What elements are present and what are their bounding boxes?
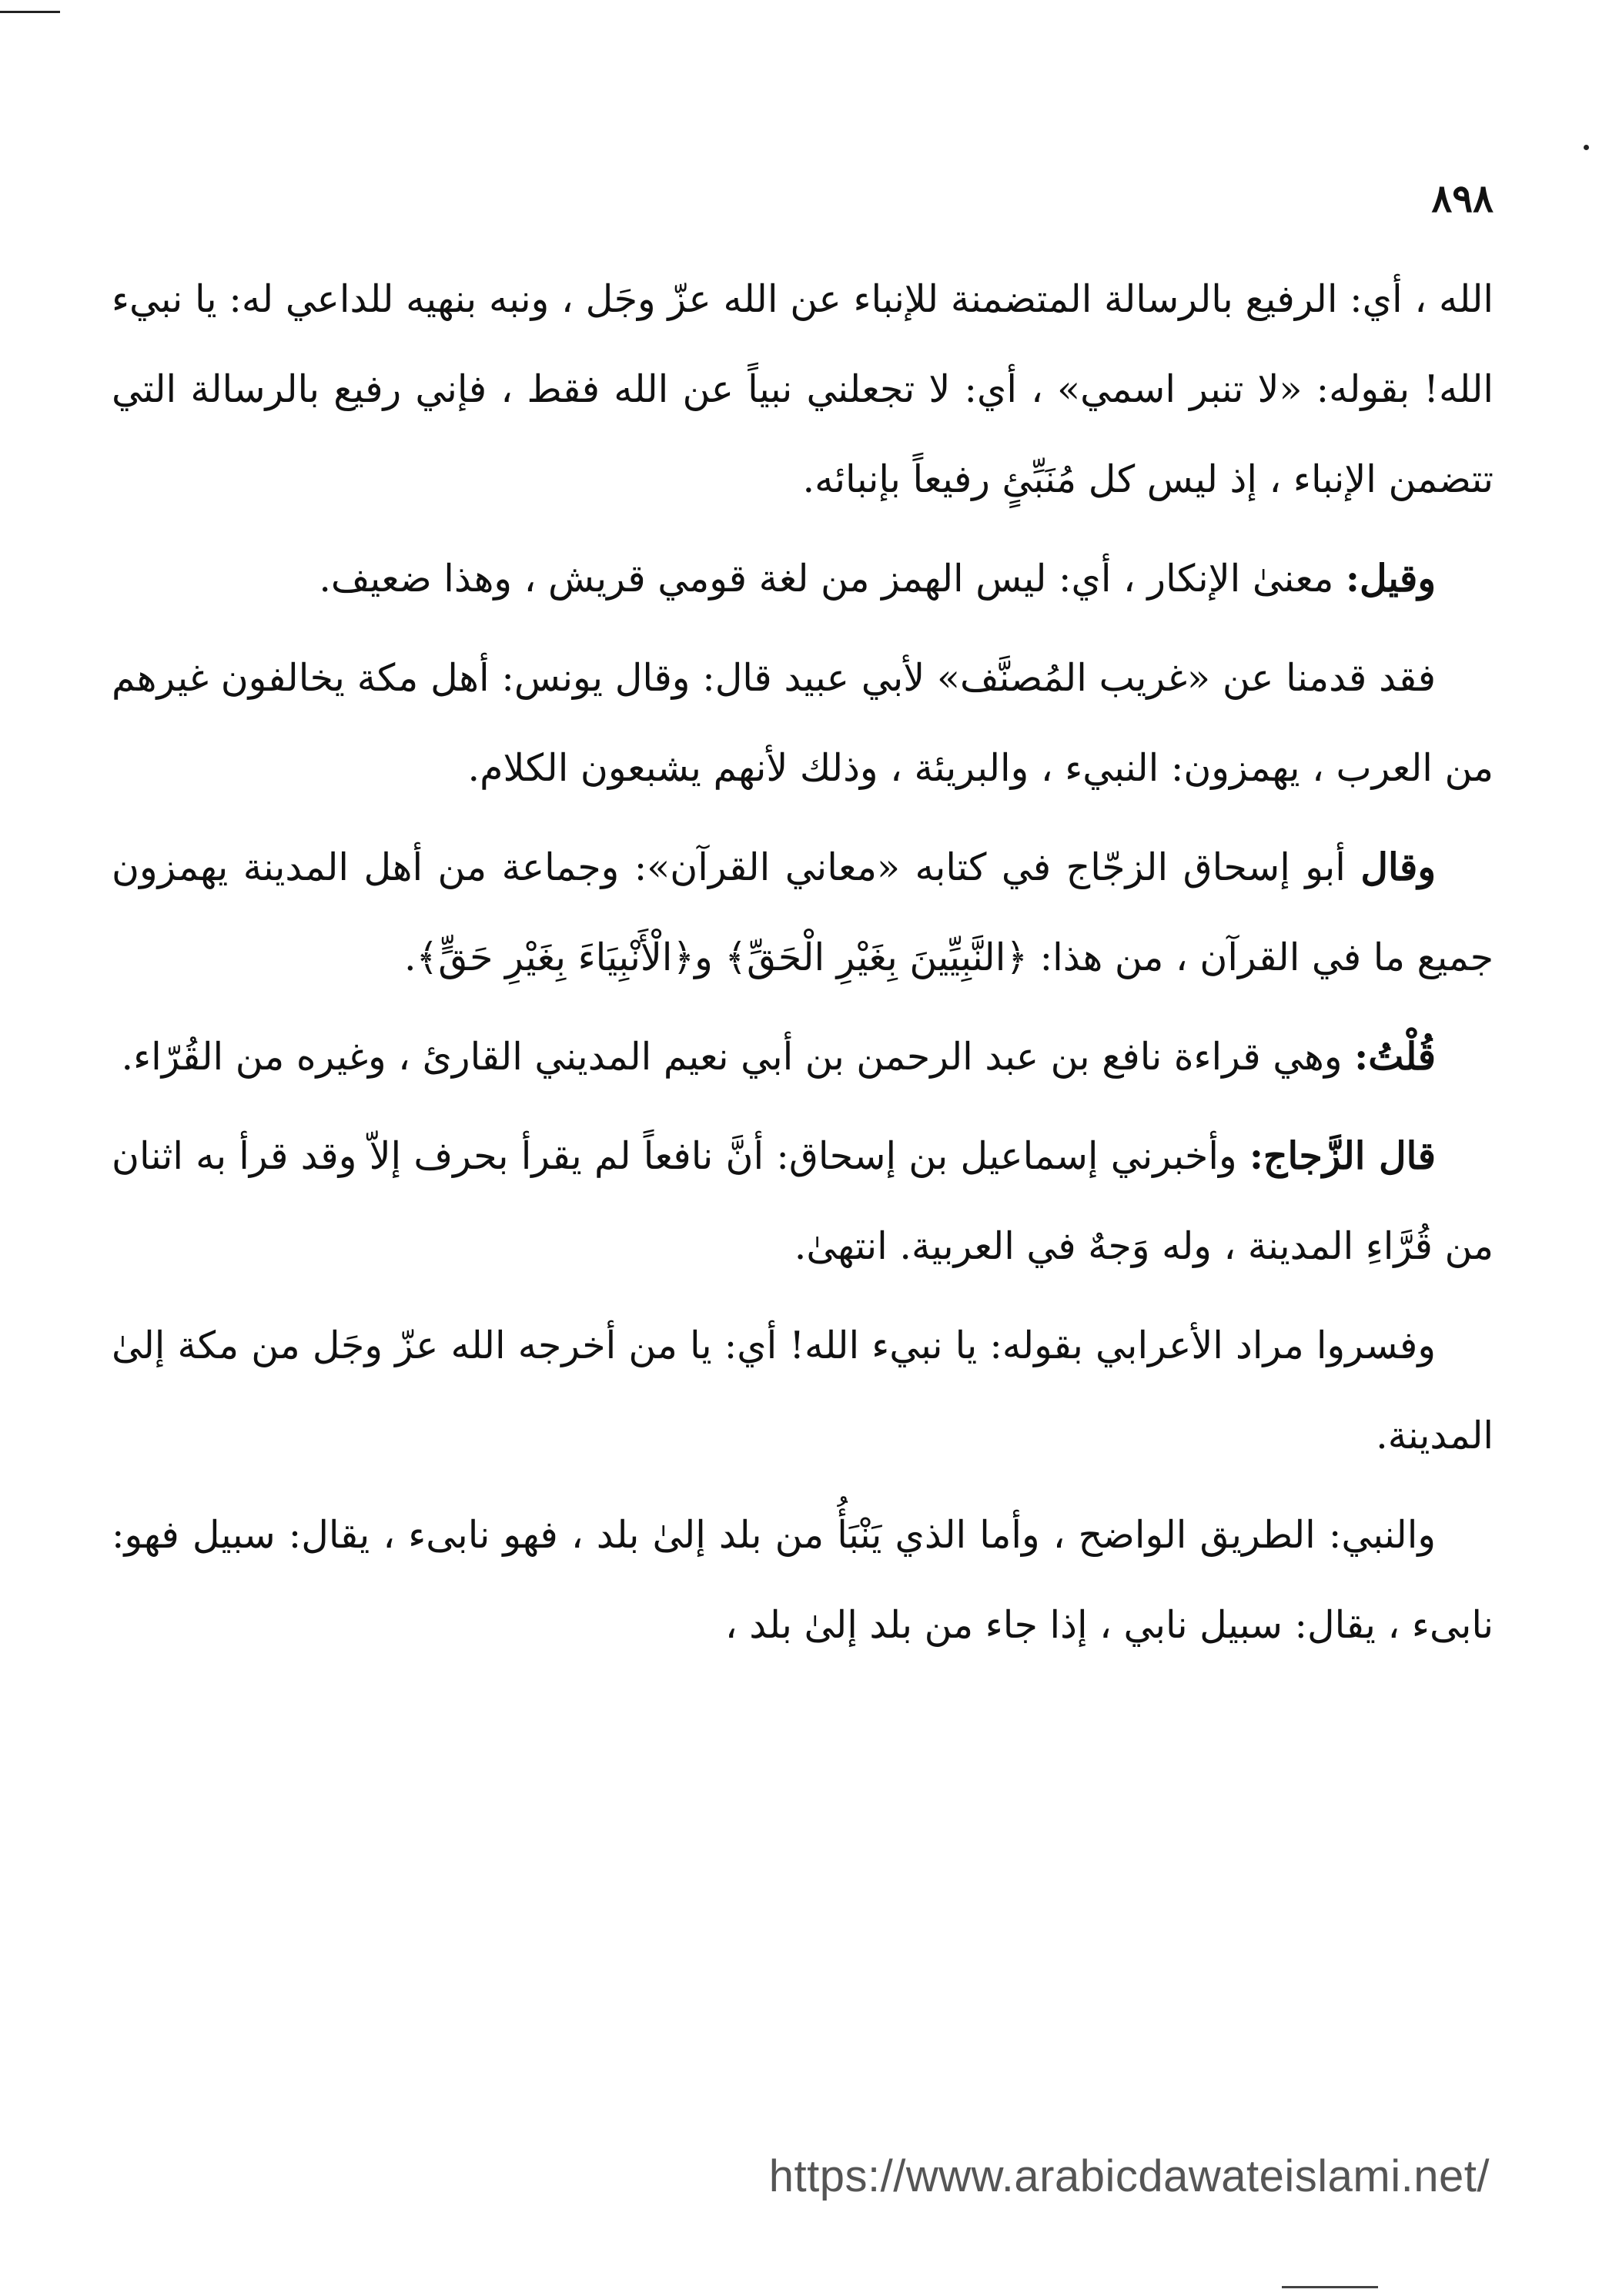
body-text [112,254,1494,1679]
scan-speck [1584,145,1589,150]
paragraph-5 [112,1012,1494,1102]
paragraph-4-text: أبو إسحاق الزجّاج في كتابه «معاني القرآن»: وجماعة من أهل المدينة يهمزون جميع ما في القرآن ، من هذا: ﴿النَّبِيِّينَ بِغَيْرِ الْحَقِّ﴾ و﴿الْأَنْبِيَاءَ بِغَيْرِ حَقٍّ﴾. [112,845,1494,979]
paragraph-6-text: وأخبرني إسماعيل بن إسحاق: أنَّ نافعاً لم يقرأ بحرف إلاّ وقد قرأ به اثنان من قُرَّاءِ المدينة ، وله وَجهٌ في العربية. انتهىٰ. [112,1134,1494,1268]
paragraph-1-text: الله ، أي: الرفيع بالرسالة المتضمنة للإنباء عن الله عزّ وجَل ، ونبه بنهيه للداعي له: يا نبيء الله! بقوله: «لا تنبر اسمي» ، أي: لا تجعلني نبياً عن الله فقط ، فإني رفيع بالرسالة التي تتضمن الإنباء ، إذ ليس كل مُنَبِّئٍ رفيعاً بإنبائه. [112,277,1494,501]
paragraph-2 [112,534,1494,624]
paragraph-8 [112,1490,1494,1670]
paragraph-4-lead: وقال [1360,845,1437,889]
paragraph-2-lead: وقيل: [1345,556,1436,601]
page-number: ٨٩٨ [1431,176,1494,221]
paragraph-8-text: والنبي: الطريق الواضح ، وأما الذي يَنْبَأُ من بلد إلىٰ بلد ، فهو نابىء ، يقال: سبيل فهو: نابىء ، يقال: سبيل نابي ، إذا جاء من بلد إلىٰ بلد ، [112,1513,1494,1647]
paragraph-7 [112,1300,1494,1481]
paragraph-1 [112,254,1494,524]
paragraph-3 [112,633,1494,813]
website-watermark: https://www.arabicdawateislami.net/ [768,2151,1490,2201]
corner-rule [0,11,60,13]
paragraph-5-lead: قُلْتُ: [1354,1034,1436,1079]
bottom-rule [1282,2286,1378,2288]
paragraph-6-lead: قال الزَّجاج: [1249,1133,1436,1178]
paragraph-7-text: وفسروا مراد الأعرابي بقوله: يا نبيء الله! أي: يا من أخرجه الله عزّ وجَل من مكة إلىٰ المدينة. [112,1324,1494,1458]
paragraph-3-text: فقد قدمنا عن «غريب المُصنَّف» لأبي عبيد قال: وقال يونس: أهل مكة يخالفون غيرهم من العرب ، يهمزون: النبيء ، والبريئة ، وذلك لأنهم يشبعون الكلام. [112,656,1494,790]
paragraph-4 [112,822,1494,1002]
paragraph-2-text: معنىٰ الإنكار ، أي: ليس الهمز من لغة قومي قريش ، وهذا ضعيف. [319,557,1334,601]
paragraph-6 [112,1111,1494,1291]
paragraph-5-text: وهي قراءة نافع بن عبد الرحمن بن أبي نعيم المديني القارئ ، وغيره من القُرّاء. [121,1035,1343,1079]
